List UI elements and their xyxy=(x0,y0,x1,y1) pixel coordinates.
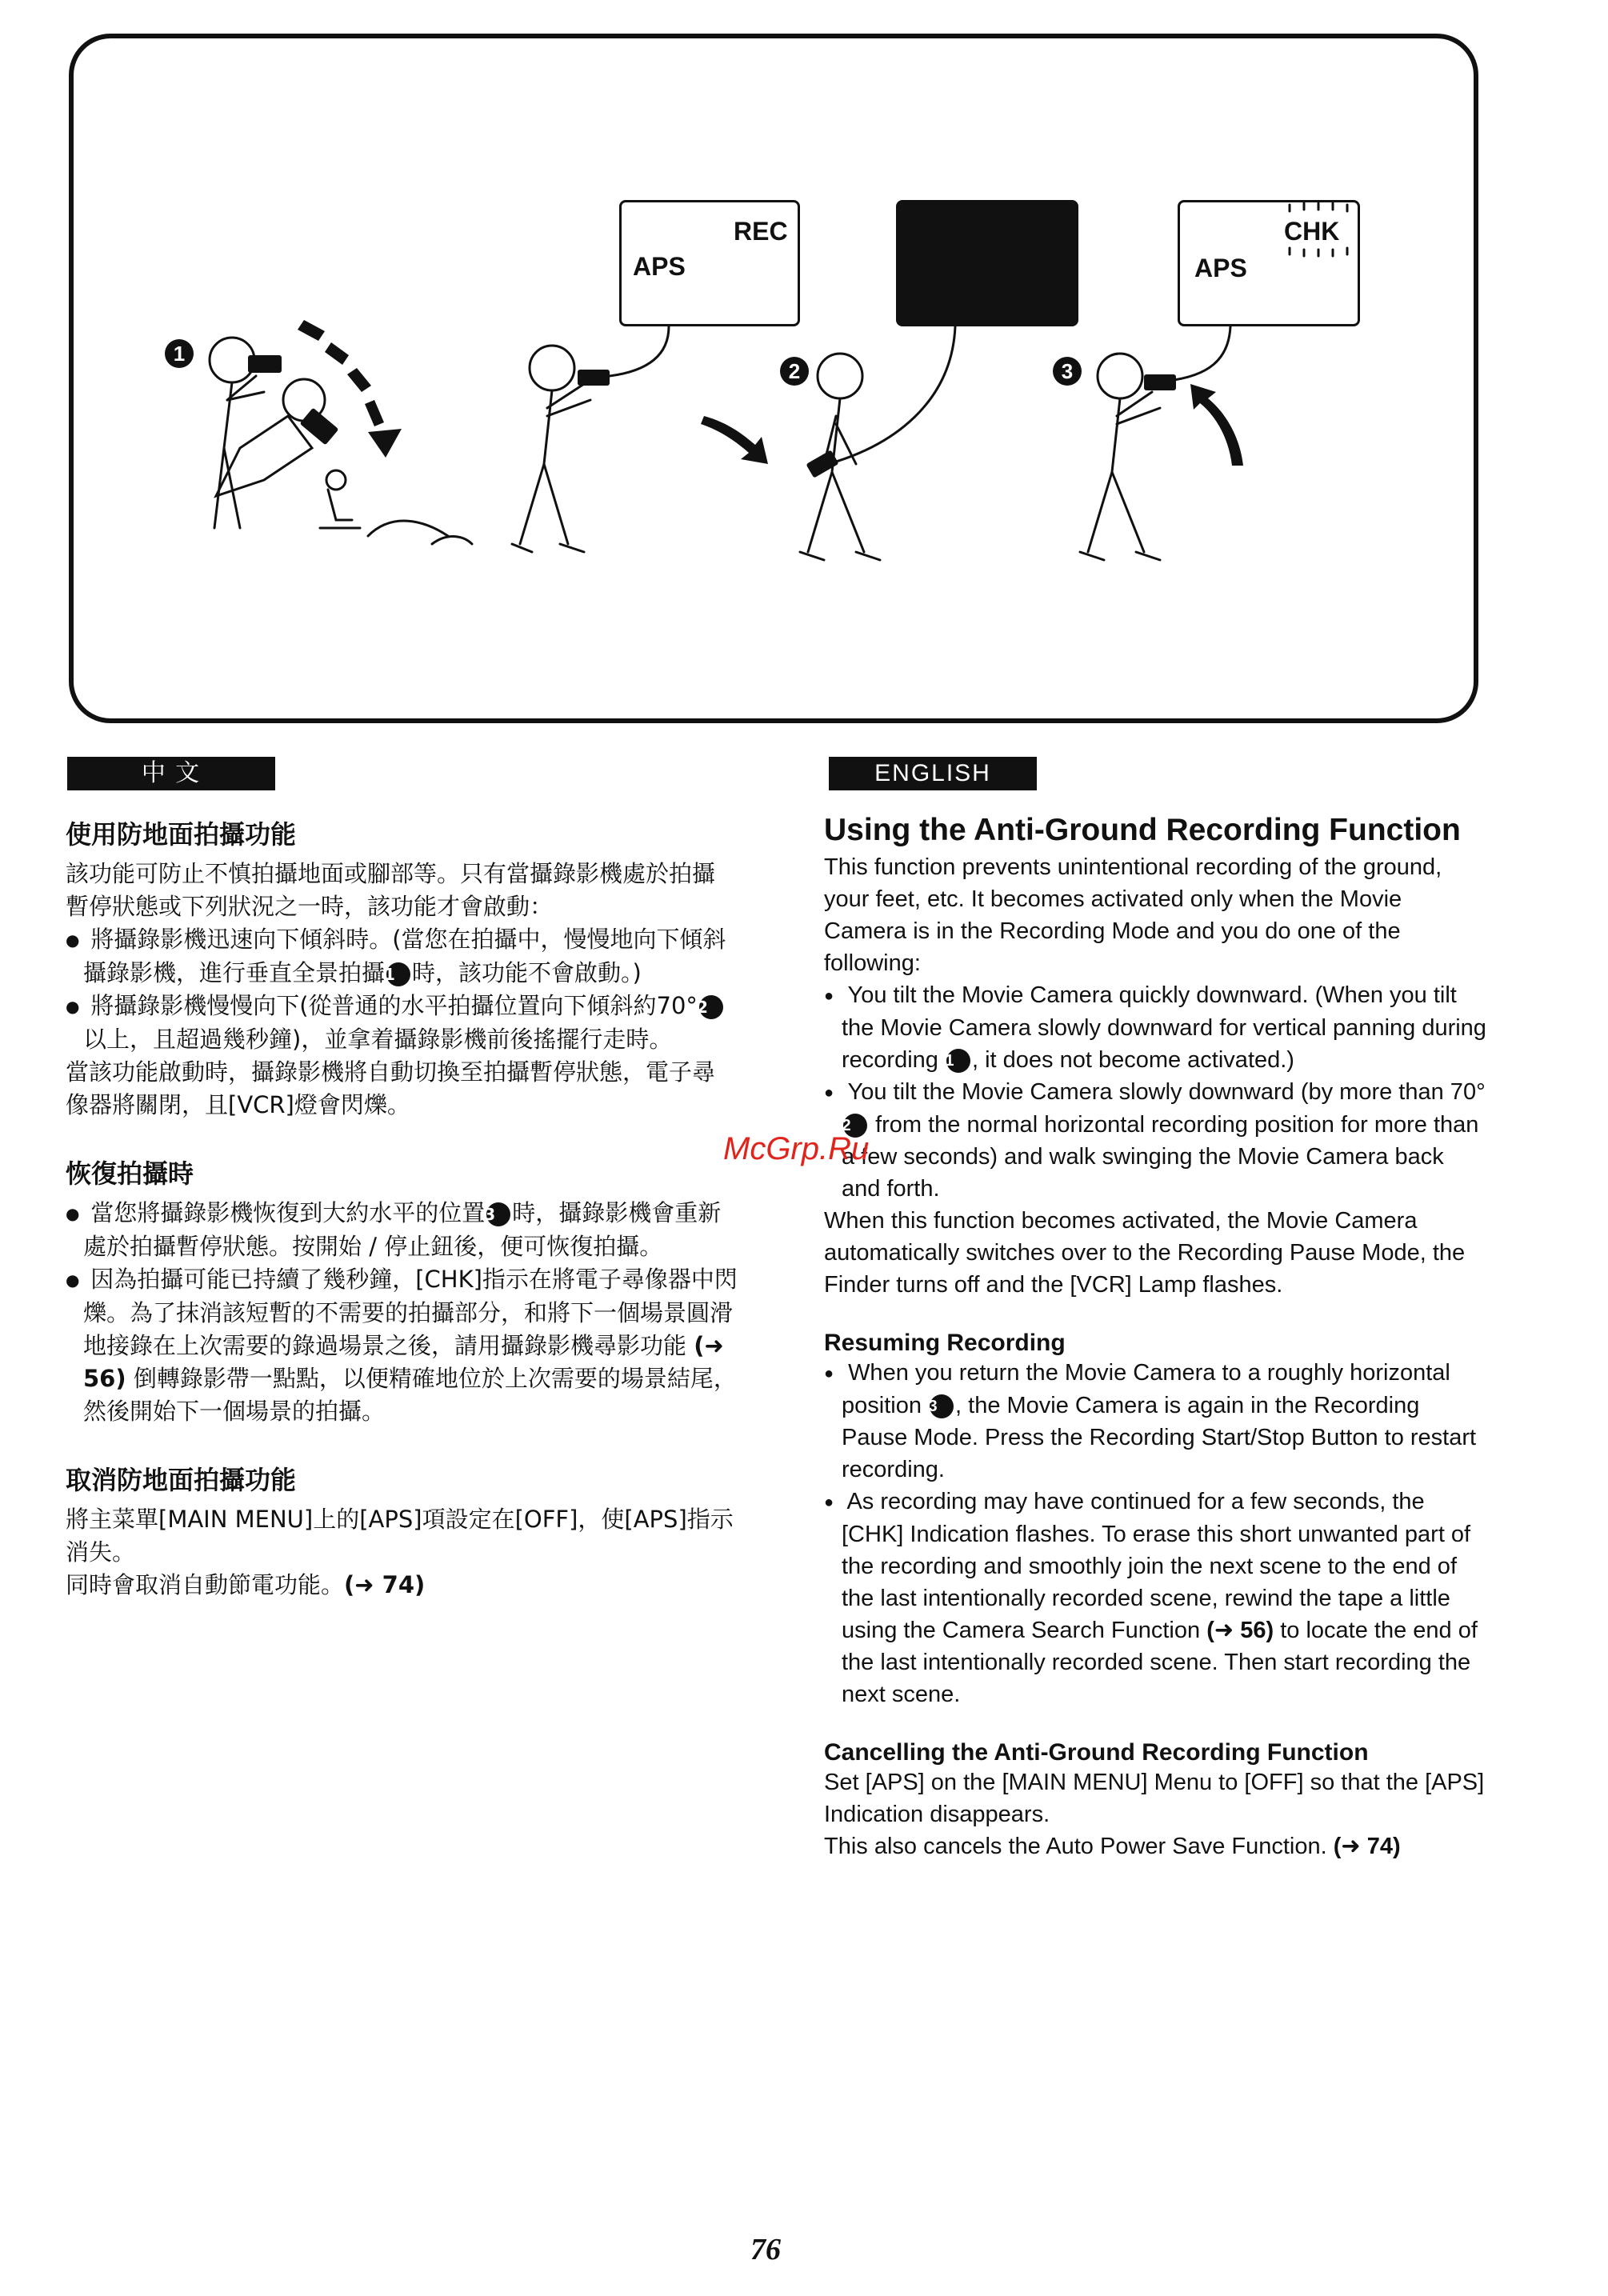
en-resume-bullet-2 xyxy=(824,1486,1488,1710)
en-resume-bullet-1-text-b: , the Movie Camera is again in the Recording Pause Mode. Press the Recording Start/Stop Button to restart recording. xyxy=(842,1393,1477,1482)
zh-resume-bullet-1-text-b: 時，攝錄影機會重新處於拍攝暫停狀態。按開始 / 停止鈕後，便可恢復拍攝。 xyxy=(83,1199,722,1260)
zh-cancel-title: 取消防地面拍攝功能 xyxy=(66,1465,297,1495)
en-bullet-2-text-b: from the normal horizontal recording position for more than a few seconds) and walk swinging the Movie Camera back and forth. xyxy=(842,1112,1479,1202)
chk-indicator: CHK xyxy=(1284,217,1340,246)
step-1-inline-badge: 1 xyxy=(946,1049,970,1073)
chinese-language-bar: 中 文 xyxy=(67,757,275,790)
zh-cancel-text-2 xyxy=(66,1569,738,1602)
zh-page-ref-74: (➜ 74) xyxy=(344,1571,426,1598)
zh-cancel-text-2-body: 同時會取消自動節電功能。 xyxy=(66,1571,345,1598)
en-resume-bullet-1-text-a: When you return the Movie Camera to a roughly horizontal position xyxy=(842,1360,1450,1418)
en-bullet-1-text-a: You tilt the Movie Camera quickly downward. (When you tilt the Movie Camera slowly downward for vertical panning during recording xyxy=(842,982,1486,1073)
zh-bullet-2-text-a: 將攝錄影機慢慢向下(從普通的水平拍攝位置向下傾斜約70° xyxy=(90,992,698,1019)
zh-cancel-text: 將主菜單[MAIN MENU]上的[APS]項設定在[OFF]，使[APS]指示消失。 xyxy=(66,1506,734,1566)
zh-bullet-1 xyxy=(66,923,738,990)
zh-resume-bullet-1-text-a: 當您將攝錄影機恢復到大約水平的位置 xyxy=(90,1199,486,1226)
en-activated-text: When this function becomes activated, the Movie Camera automatically switches over to the Recording Pause Mode, the Finder turns off and the [VCR] Lamp flashes. xyxy=(824,1208,1466,1298)
zh-resume-bullet-1 xyxy=(66,1197,738,1263)
en-page-ref-56: (➜ 56) xyxy=(1206,1618,1274,1643)
rec-indicator: REC xyxy=(734,217,788,246)
aps-indicator: APS xyxy=(1194,254,1247,282)
step-1-badge: 1 xyxy=(165,339,194,368)
zh-bullet-1-text-b: 時，該功能不會啟動。) xyxy=(412,959,642,986)
en-bullet-1-text-b: , it does not become activated.) xyxy=(971,1047,1294,1073)
en-bullet-1 xyxy=(824,979,1488,1076)
step-2-badge: 2 xyxy=(780,357,809,386)
step-2-inline-badge: 2 xyxy=(699,995,723,1019)
en-page-ref-74: (➜ 74) xyxy=(1333,1834,1401,1859)
en-resume-title: Resuming Recording xyxy=(824,1330,1066,1356)
step-2-inline-badge: 2 xyxy=(843,1114,867,1138)
step-3-inline-badge: 3 xyxy=(486,1202,510,1226)
watermark: McGrp.Ru xyxy=(723,1131,870,1166)
zh-bullet-1-text-a: 將攝錄影機迅速向下傾斜時。(當您在拍攝中，慢慢地向下傾斜攝錄影機，進行垂直全景拍攝 xyxy=(83,926,726,986)
page-number: 76 xyxy=(750,2233,781,2266)
en-cancel-text: Set [APS] on the [MAIN MENU] Menu to [OFF] so that the [APS] Indication disappears. xyxy=(824,1770,1485,1827)
zh-title: 使用防地面拍攝功能 xyxy=(66,819,297,850)
en-resume-bullet-1 xyxy=(824,1357,1488,1486)
en-cancel-text-2-body: This also cancels the Auto Power Save Function. xyxy=(824,1834,1327,1859)
aps-indicator: APS xyxy=(633,252,686,281)
en-intro: This function prevents unintentional recording of the ground, your feet, etc. It becomes activated only when the Movie Camera is in the Recording Mode and you do one of the following: xyxy=(824,854,1442,976)
zh-resume-bullet-2-text-b: 倒轉錄影帶一點點，以便精確地位於上次需要的場景結尾，然後開始下一個場景的拍攝。 xyxy=(83,1365,737,1425)
step-3-badge: 3 xyxy=(1053,357,1082,386)
en-title: Using the Anti-Ground Recording Function xyxy=(824,813,1461,847)
zh-resume-bullet-2 xyxy=(66,1263,738,1428)
en-bullet-2 xyxy=(824,1076,1488,1205)
en-cancel-text-2 xyxy=(824,1830,1488,1862)
en-cancel-title: Cancelling the Anti-Ground Recording Function xyxy=(824,1739,1369,1766)
en-resume-bullet-2-text-a: As recording may have continued for a few seconds, the [CHK] Indication flashes. To erase this short unwanted part of the recording and smoothly join the next scene to the end of the last intentionally recorded scene, rewind the tape a little using the Camera Search Function xyxy=(842,1489,1471,1643)
zh-page-ref-56: (➜ 56) xyxy=(83,1332,724,1392)
zh-bullet-2 xyxy=(66,990,738,1056)
en-resume-bullet-2-text-b: to locate the end of the last intentionally recorded scene. Then start recording the next scene. xyxy=(842,1618,1478,1707)
step-1-inline-badge: 1 xyxy=(386,962,410,986)
zh-activated-text: 當該功能啟動時，攝錄影機將自動切換至拍攝暫停狀態，電子尋像器將關閉，且[VCR]燈會閃爍。 xyxy=(66,1058,716,1118)
english-language-bar: ENGLISH xyxy=(829,757,1037,790)
en-bullet-2-text-a: You tilt the Movie Camera slowly downward (by more than 70° xyxy=(847,1079,1486,1105)
zh-intro: 該功能可防止不慎拍攝地面或腳部等。只有當攝錄影機處於拍攝暫停狀態或下列狀況之一時，該功能才會啟動： xyxy=(66,860,716,920)
zh-bullet-2-text-b: 以上，且超過幾秒鐘)，並拿着攝錄影機前後搖擺行走時。 xyxy=(83,1026,673,1053)
step-3-inline-badge: 3 xyxy=(930,1394,954,1418)
zh-resume-bullet-2-text-a: 因為拍攝可能已持續了幾秒鐘，[CHK]指示在將電子尋像器中閃爍。為了抹消該短暫的不需要的拍攝部分，和將下一個場景圓滑地接錄在上次需要的錄過場景之後，請用攝錄影機尋影功能 xyxy=(83,1266,738,1359)
english-column xyxy=(824,813,1488,1862)
zh-resume-title: 恢復拍攝時 xyxy=(66,1158,194,1189)
chinese-column xyxy=(66,814,738,1602)
